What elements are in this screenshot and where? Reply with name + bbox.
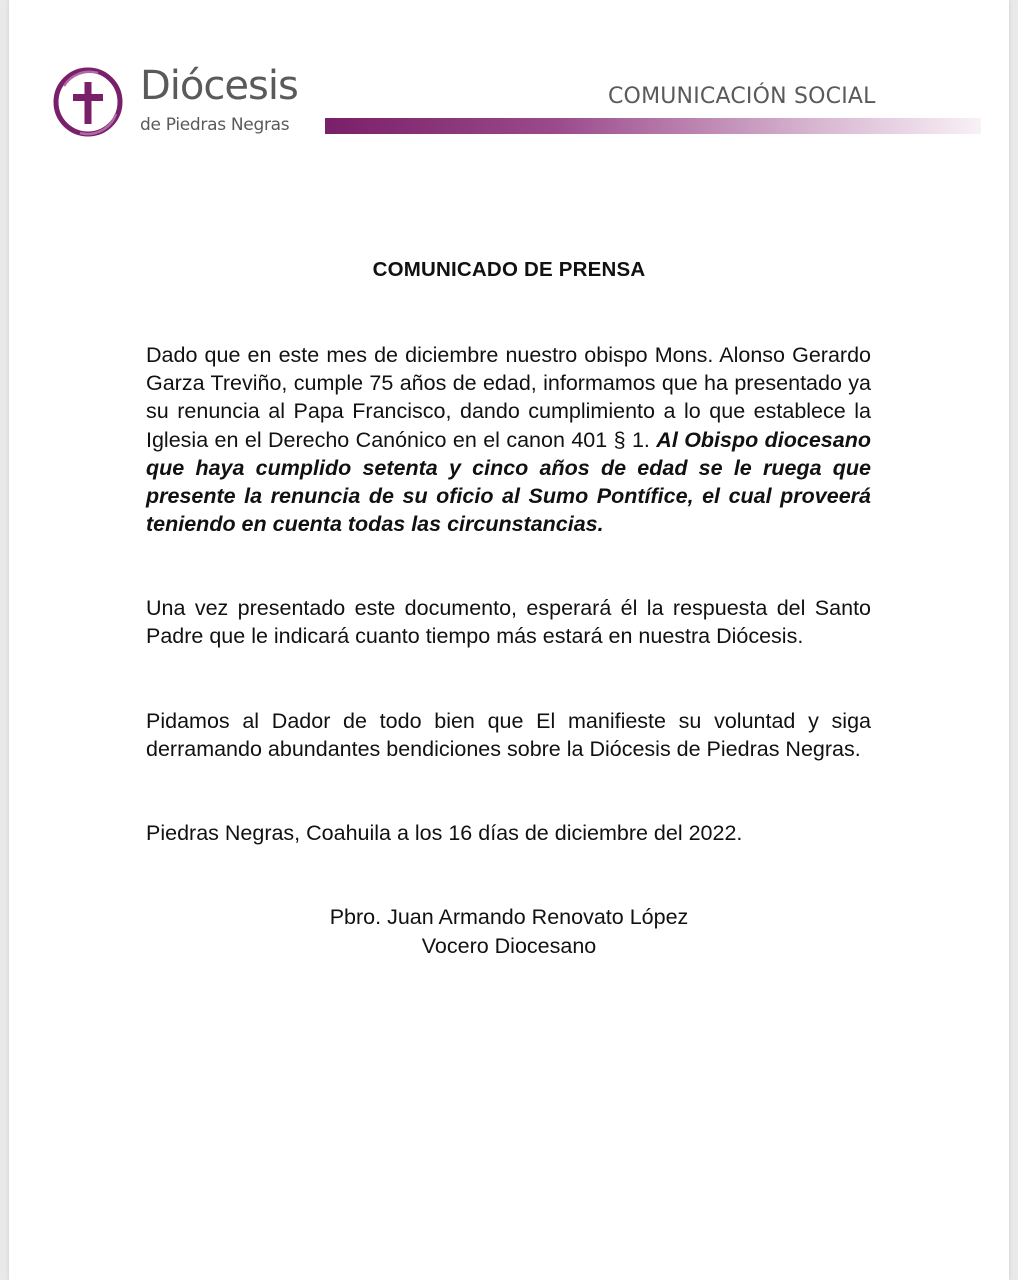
signer-role: Vocero Diocesano — [421, 934, 597, 958]
document-page — [9, 0, 1009, 1280]
signer-name: Pbro. Juan Armando Renovato López — [329, 905, 689, 929]
canon-quote: Al Obispo diocesano que haya cumplido setenta y cinco años de edad se le ruega que presente la renuncia de su oficio al Sumo Pontífice, el cual proveerá teniendo en cuenta todas las circunstancias. — [146, 427, 871, 537]
paragraph-1 — [146, 341, 871, 538]
org-name: Diócesis — [140, 63, 298, 109]
department-name: COMUNICACIÓN SOCIAL — [608, 84, 876, 109]
place-date: Piedras Negras, Coahuila a los 16 días de diciembre del 2022. — [146, 821, 743, 845]
signature-block — [9, 903, 1009, 961]
cross-in-circle-icon — [50, 64, 126, 140]
paragraph-2: Una vez presentado este documento, esperará él la respuesta del Santo Padre que le indicará cuanto tiempo más estará en nuestra Diócesis. — [146, 596, 871, 649]
paragraph-1-text: Dado que en este mes de diciembre nuestro obispo Mons. Alonso Gerardo Garza Treviño, cumple 75 años de edad, informamos que ha presentado ya su renuncia al Papa Francisco, dando cumplimiento a lo que establece la Iglesia en el Derecho Canónico en el canon 401 § 1. — [146, 343, 871, 452]
org-subtitle: de Piedras Negras — [140, 115, 290, 135]
document-title: COMUNICADO DE PRENSA — [372, 258, 646, 281]
header-gradient-bar — [325, 118, 981, 134]
paragraph-3: Pidamos al Dador de todo bien que El manifieste su voluntad y siga derramando abundantes bendiciones sobre la Diócesis de Piedras Negras. — [146, 709, 871, 762]
